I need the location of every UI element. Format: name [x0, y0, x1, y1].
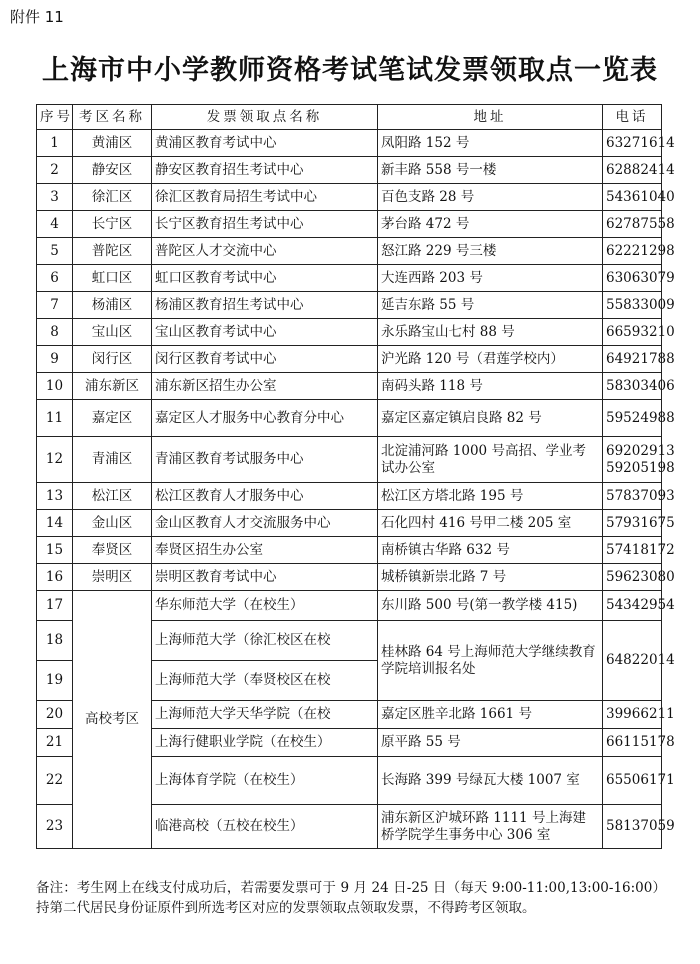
row-name: 崇明区教育考试中心 [152, 564, 378, 591]
page-title: 上海市中小学教师资格考试笔试发票领取点一览表 [42, 55, 658, 86]
row-name: 虹口区教育考试中心 [152, 265, 378, 292]
row-district: 普陀区 [73, 238, 152, 265]
row-phone: 58137059 [603, 805, 662, 849]
row-district: 徐汇区 [73, 184, 152, 211]
row-address: 怒江路 229 号三楼 [378, 238, 603, 265]
row-phone: 59524988 [603, 400, 662, 437]
row-name: 浦东新区招生办公室 [152, 373, 378, 400]
table-row [37, 319, 662, 346]
row-address: 嘉定区嘉定镇启良路 82 号 [378, 400, 603, 437]
column-header-name: 发票领取点名称 [152, 105, 378, 130]
row-address: 凤阳路 152 号 [378, 130, 603, 157]
row-district: 宝山区 [73, 319, 152, 346]
row-address: 松江区方塔北路 195 号 [378, 483, 603, 510]
row-no: 20 [37, 701, 73, 729]
table-row [37, 510, 662, 537]
table-row [37, 211, 662, 238]
row-phone: 63271614 [603, 130, 662, 157]
row-address: 延吉东路 55 号 [378, 292, 603, 319]
row-phone: 54342954 [603, 591, 662, 621]
row-address: 城桥镇新崇北路 7 号 [378, 564, 603, 591]
table-row [37, 346, 662, 373]
row-name: 嘉定区人才服务中心教育分中心 [152, 400, 378, 437]
row-name: 上海师范大学（徐汇校区在校 [152, 621, 378, 661]
column-header-district: 考区名称 [73, 105, 152, 130]
row-no: 4 [37, 211, 73, 238]
row-district: 嘉定区 [73, 400, 152, 437]
row-phone: 54361040 [603, 184, 662, 211]
row-name: 上海行健职业学院（在校生） [152, 729, 378, 757]
row-no: 8 [37, 319, 73, 346]
row-no: 2 [37, 157, 73, 184]
row-name: 上海师范大学天华学院（在校 [152, 701, 378, 729]
row-district: 崇明区 [73, 564, 152, 591]
row-district-university: 高校考区 [73, 591, 152, 849]
table-row [37, 292, 662, 319]
table-row [37, 591, 662, 621]
row-no: 1 [37, 130, 73, 157]
row-name: 普陀区人才交流中心 [152, 238, 378, 265]
column-header-address: 地址 [378, 105, 603, 130]
row-district: 虹口区 [73, 265, 152, 292]
row-no: 21 [37, 729, 73, 757]
row-phone: 66115178 [603, 729, 662, 757]
row-phone: 57931675 [603, 510, 662, 537]
row-phone: 62787558 [603, 211, 662, 238]
row-district: 静安区 [73, 157, 152, 184]
row-district: 奉贤区 [73, 537, 152, 564]
row-name: 静安区教育招生考试中心 [152, 157, 378, 184]
row-phone [603, 437, 675, 483]
row-no: 6 [37, 265, 73, 292]
row-district: 杨浦区 [73, 292, 152, 319]
row-name: 黄浦区教育考试中心 [152, 130, 378, 157]
row-name: 长宁区教育招生考试中心 [152, 211, 378, 238]
row-no: 9 [37, 346, 73, 373]
row-phone: 64822014 [603, 621, 662, 701]
row-name: 闵行区教育考试中心 [152, 346, 378, 373]
row-address: 浦东新区沪城环路 1111 号上海建桥学院学生事务中心 306 室 [378, 805, 603, 849]
invoice-pickup-table [36, 104, 675, 849]
row-name: 徐汇区教育局招生考试中心 [152, 184, 378, 211]
column-header-phone: 电话 [603, 105, 662, 130]
row-no: 15 [37, 537, 73, 564]
row-no: 18 [37, 621, 73, 661]
row-phone-primary: 69202913 [606, 442, 675, 459]
table-row [37, 564, 662, 591]
attachment-label: 附件 11 [10, 8, 64, 26]
row-phone: 58303406 [603, 373, 662, 400]
row-no: 10 [37, 373, 73, 400]
row-address: 桂林路 64 号上海师范大学继续教育学院培训报名处 [378, 621, 603, 701]
row-name: 华东师范大学（在校生） [152, 591, 378, 621]
row-name: 宝山区教育考试中心 [152, 319, 378, 346]
row-phone: 55833009 [603, 292, 662, 319]
table-row [37, 537, 662, 564]
row-district: 金山区 [73, 510, 152, 537]
row-address: 北淀浦河路 1000 号高招、学业考试办公室 [378, 437, 603, 483]
row-no: 11 [37, 400, 73, 437]
row-name: 上海师范大学（奉贤校区在校 [152, 661, 378, 701]
row-phone: 63063079 [603, 265, 662, 292]
table-row [37, 400, 662, 437]
row-address: 南桥镇古华路 632 号 [378, 537, 603, 564]
row-phone: 57837093 [603, 483, 662, 510]
row-no: 3 [37, 184, 73, 211]
row-phone: 64921788 [603, 346, 662, 373]
row-name: 上海体育学院（在校生） [152, 757, 378, 805]
row-phone: 57418172 [603, 537, 662, 564]
row-no: 22 [37, 757, 73, 805]
row-address: 永乐路宝山七村 88 号 [378, 319, 603, 346]
row-name: 杨浦区教育招生考试中心 [152, 292, 378, 319]
row-phone: 59623080 [603, 564, 662, 591]
row-no: 13 [37, 483, 73, 510]
row-phone: 62882414 [603, 157, 662, 184]
row-district: 闵行区 [73, 346, 152, 373]
row-address: 南码头路 118 号 [378, 373, 603, 400]
row-no: 7 [37, 292, 73, 319]
row-name: 临港高校（五校在校生） [152, 805, 378, 849]
row-phone-secondary: 59205198 [606, 459, 675, 476]
row-address: 百色支路 28 号 [378, 184, 603, 211]
row-no: 23 [37, 805, 73, 849]
footnote: 备注：考生网上在线支付成功后，若需要发票可于 9 月 24 日-25 日（每天 9:00-11:00,13:00-16:00）持第二代居民身份证原件到所选考区对应的发票领取点领取发票，不得跨考区领取。 [36, 880, 666, 916]
row-no: 14 [37, 510, 73, 537]
row-address: 长海路 399 号绿瓦大楼 1007 室 [378, 757, 603, 805]
table-row [37, 373, 662, 400]
row-district: 长宁区 [73, 211, 152, 238]
row-address: 东川路 500 号(第一教学楼 415) [378, 591, 603, 621]
table-row [37, 157, 662, 184]
row-name: 青浦区教育考试服务中心 [152, 437, 378, 483]
row-phone: 39966211 [603, 701, 662, 729]
row-name: 奉贤区招生办公室 [152, 537, 378, 564]
row-address: 石化四村 416 号甲二楼 205 室 [378, 510, 603, 537]
row-phone: 62221298 [603, 238, 662, 265]
row-no: 17 [37, 591, 73, 621]
row-address: 茅台路 472 号 [378, 211, 603, 238]
table-row [37, 238, 662, 265]
table-row [37, 437, 662, 483]
row-phone: 66593210 [603, 319, 662, 346]
row-address: 新丰路 558 号一楼 [378, 157, 603, 184]
row-address: 大连西路 203 号 [378, 265, 603, 292]
row-address: 嘉定区胜辛北路 1661 号 [378, 701, 603, 729]
row-name: 松江区教育人才服务中心 [152, 483, 378, 510]
table-header-row [37, 105, 662, 130]
row-no: 19 [37, 661, 73, 701]
table-row [37, 184, 662, 211]
row-phone: 65506171 [603, 757, 662, 805]
row-district: 松江区 [73, 483, 152, 510]
row-address: 沪光路 120 号（君莲学校内） [378, 346, 603, 373]
row-district: 黄浦区 [73, 130, 152, 157]
column-header-no: 序号 [37, 105, 73, 130]
table-row [37, 265, 662, 292]
row-no: 16 [37, 564, 73, 591]
table-row [37, 483, 662, 510]
row-address: 原平路 55 号 [378, 729, 603, 757]
row-district: 青浦区 [73, 437, 152, 483]
row-name: 金山区教育人才交流服务中心 [152, 510, 378, 537]
row-no: 5 [37, 238, 73, 265]
row-district: 浦东新区 [73, 373, 152, 400]
row-no: 12 [37, 437, 73, 483]
table-row [37, 130, 662, 157]
